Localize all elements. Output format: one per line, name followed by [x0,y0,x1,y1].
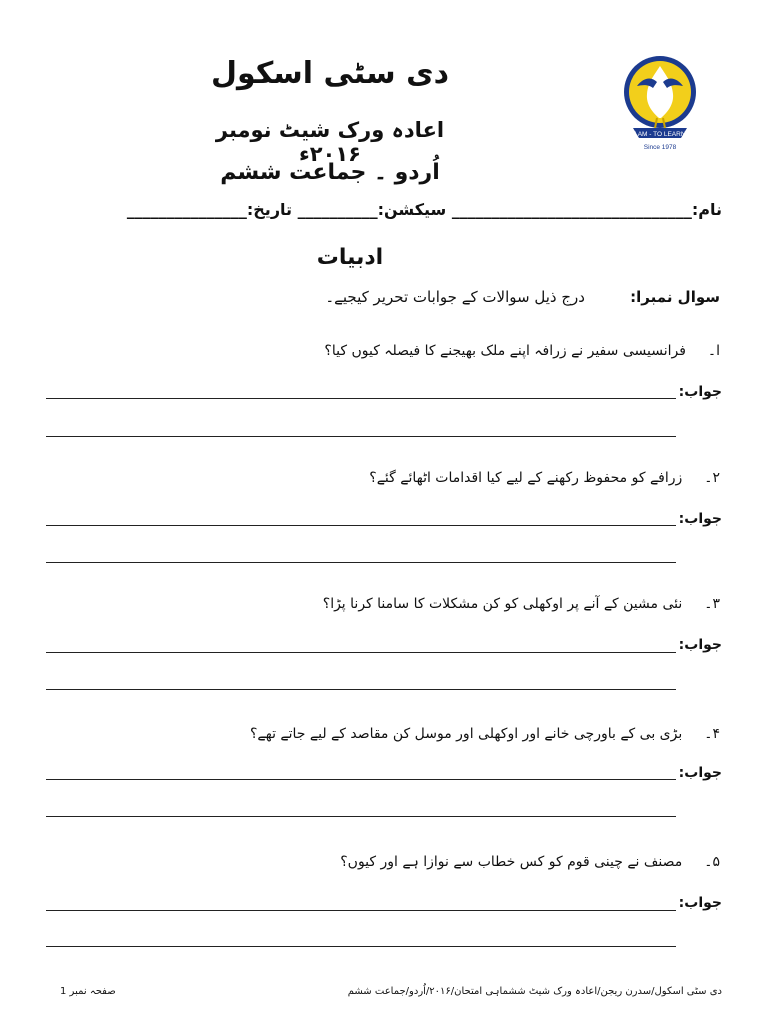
answer-line[interactable] [46,816,676,817]
question-number: ۳۔ [704,596,720,612]
question-text: زرافے کو محفوظ رکھنے کے لیے کیا اقدامات اٹھائے گئے؟ [369,470,683,486]
question-number: ۴۔ [704,726,720,742]
answer-line[interactable] [46,652,676,653]
question-item [260,596,720,612]
school-logo [615,52,705,156]
worksheet-title: اعادہ ورک شیٹ نومبر ۲۰۱۶ء [215,118,445,166]
school-name: دی سٹی اسکول [211,56,449,91]
question-item [260,854,720,870]
answer-line[interactable] [46,689,676,690]
answer-line[interactable] [46,946,676,947]
question-item [260,470,720,486]
answer-label: جواب: [678,765,722,781]
answer-line[interactable] [46,398,676,399]
name-label: نام: [691,200,722,219]
question-number: ا۔ [707,343,720,359]
footer-reference: دی سٹی اسکول/سدرن ریجن/اعادہ ورک شیٹ ششماہی امتحان/۲۰۱۶/اُردو/جماعت ششم [347,986,722,997]
date-field[interactable]: _______________ [126,200,247,219]
answer-line[interactable] [46,436,676,437]
section-field[interactable]: __________ [297,200,378,219]
question-1-instruction: درج ذیل سوالات کے جوابات تحریر کیجیے۔ [325,288,585,306]
question-item [260,343,720,359]
answer-label: جواب: [678,384,722,400]
answer-label: جواب: [678,895,722,911]
logo-motto: I AM - TO LEARN [634,131,686,138]
answer-line[interactable] [46,562,676,563]
section-heading: ادبیات [316,245,384,270]
question-1-heading [300,288,720,306]
logo-since: Since 1978 [643,144,677,151]
page-number: صفحہ نمبر 1 [60,986,116,997]
question-text: مصنف نے چینی قوم کو کس خطاب سے نوازا ہے اور کیوں؟ [340,854,683,870]
date-label: تاریخ: [246,200,293,219]
answer-line[interactable] [46,525,676,526]
answer-line[interactable] [46,910,676,911]
name-field[interactable]: ______________________________ [451,200,692,219]
answer-label: جواب: [678,511,722,527]
section-label: سیکشن: [377,200,447,219]
answer-line[interactable] [46,779,676,780]
question-text: بڑی بی کے باورچی خانے اور اوکھلی اور موسل کن مقاصد کے لیے جاتے تھے؟ [249,726,683,742]
question-number: ۵۔ [704,854,720,870]
student-info-row [100,200,722,219]
answer-label: جواب: [678,637,722,653]
question-number: ۲۔ [704,470,720,486]
subject-class: اُردو ۔ جماعت ششم [220,160,440,185]
question-text: نئی مشین کے آنے پر اوکھلی کو کن مشکلات کا سامنا کرنا پڑا؟ [322,596,683,612]
question-item [249,726,720,742]
question-text: فرانسیسی سفیر نے زرافہ اپنے ملک بھیجنے کا فیصلہ کیوں کیا؟ [324,343,686,359]
question-1-label: سوال نمبرا: [630,288,720,306]
